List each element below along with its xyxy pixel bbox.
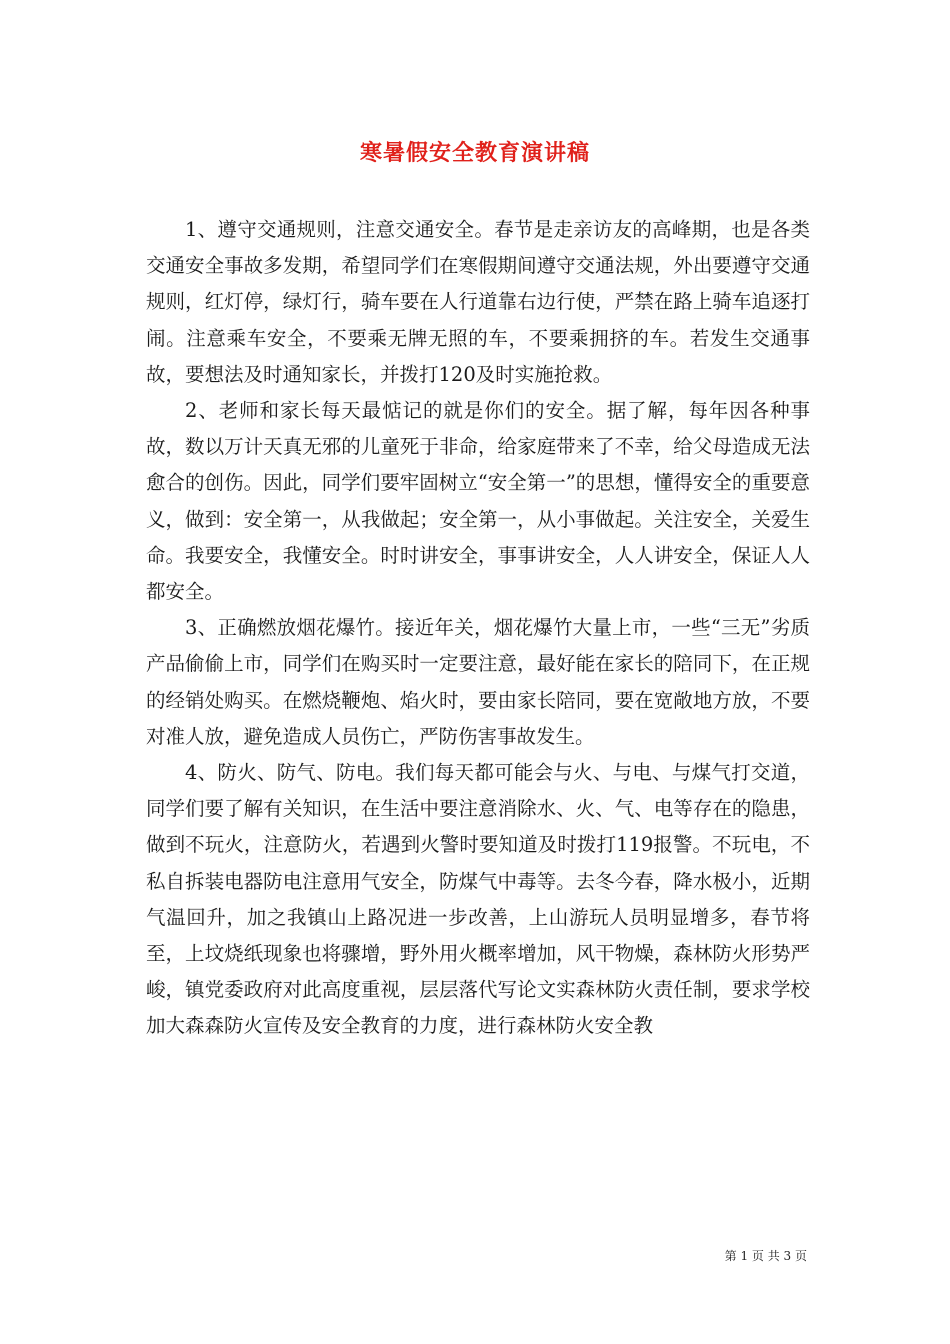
paragraph-4: 4、防火、防气、防电。我们每天都可能会与火、与电、与煤气打交道，同学们要了解有关知识，在生活中要注意消除水、火、气、电等存在的隐患，做到不玩火，注意防火，若遇到火警时要知道及时拨打119报警。不玩电，不私自拆装电器防电注意用气安全，防煤气中毒等。去冬今春，降水极小，近期气温回升，加之我镇山上路况进一步改善，上山游玩人员明显增多，春节将至，上坟烧纸现象也将骤增，野外用火概率增加，风干物燥，森林防火形势严峻，镇党委政府对此高度重视，层层落代写论文实森林防火责任制，要求学校加大森森防火宣传及安全教育的力度，进行森林防火安全教 (146, 761, 810, 1038)
page-number: 第 1 页 共 3 页 (724, 1249, 807, 1263)
paragraph-3: 3、正确燃放烟花爆竹。接近年关，烟花爆竹大量上市，一些“三无”劣质产品偷偷上市，同学们在购买时一定要注意，最好能在家长的陪同下，在正规的经销处购买。在燃烧鞭炮、焰火时，要由家长陪同，要在宽敞地方放，不要对准人放，避免造成人员伤亡，严防伤害事故发生。 (146, 616, 810, 748)
paragraph-2: 2、老师和家长每天最惦记的就是你们的安全。据了解，每年因各种事故，数以万计天真无邪的儿童死于非命，给家庭带来了不幸，给父母造成无法愈合的创伤。因此，同学们要牢固树立“安全第一”的思想，懂得安全的重要意义，做到：安全第一，从我做起；安全第一，从小事做起。关注安全，关爱生命。我要安全，我懂安全。时时讲安全，事事讲安全，人人讲安全，保证人人都安全。 (146, 399, 810, 604)
paragraph-1: 1、遵守交通规则，注意交通安全。春节是走亲访友的高峰期，也是各类交通安全事故多发期，希望同学们在寒假期间遵守交通法规，外出要遵守交通规则，红灯停，绿灯行，骑车要在人行道靠右边行使，严禁在路上骑车追逐打闹。注意乘车安全，不要乘无牌无照的车，不要乘拥挤的车。若发生交通事故，要想法及时通知家长，并拨打120及时实施抢救。 (146, 218, 810, 386)
document-title: 寒暑假安全教育演讲稿 (359, 140, 590, 166)
document-body (146, 212, 810, 1045)
